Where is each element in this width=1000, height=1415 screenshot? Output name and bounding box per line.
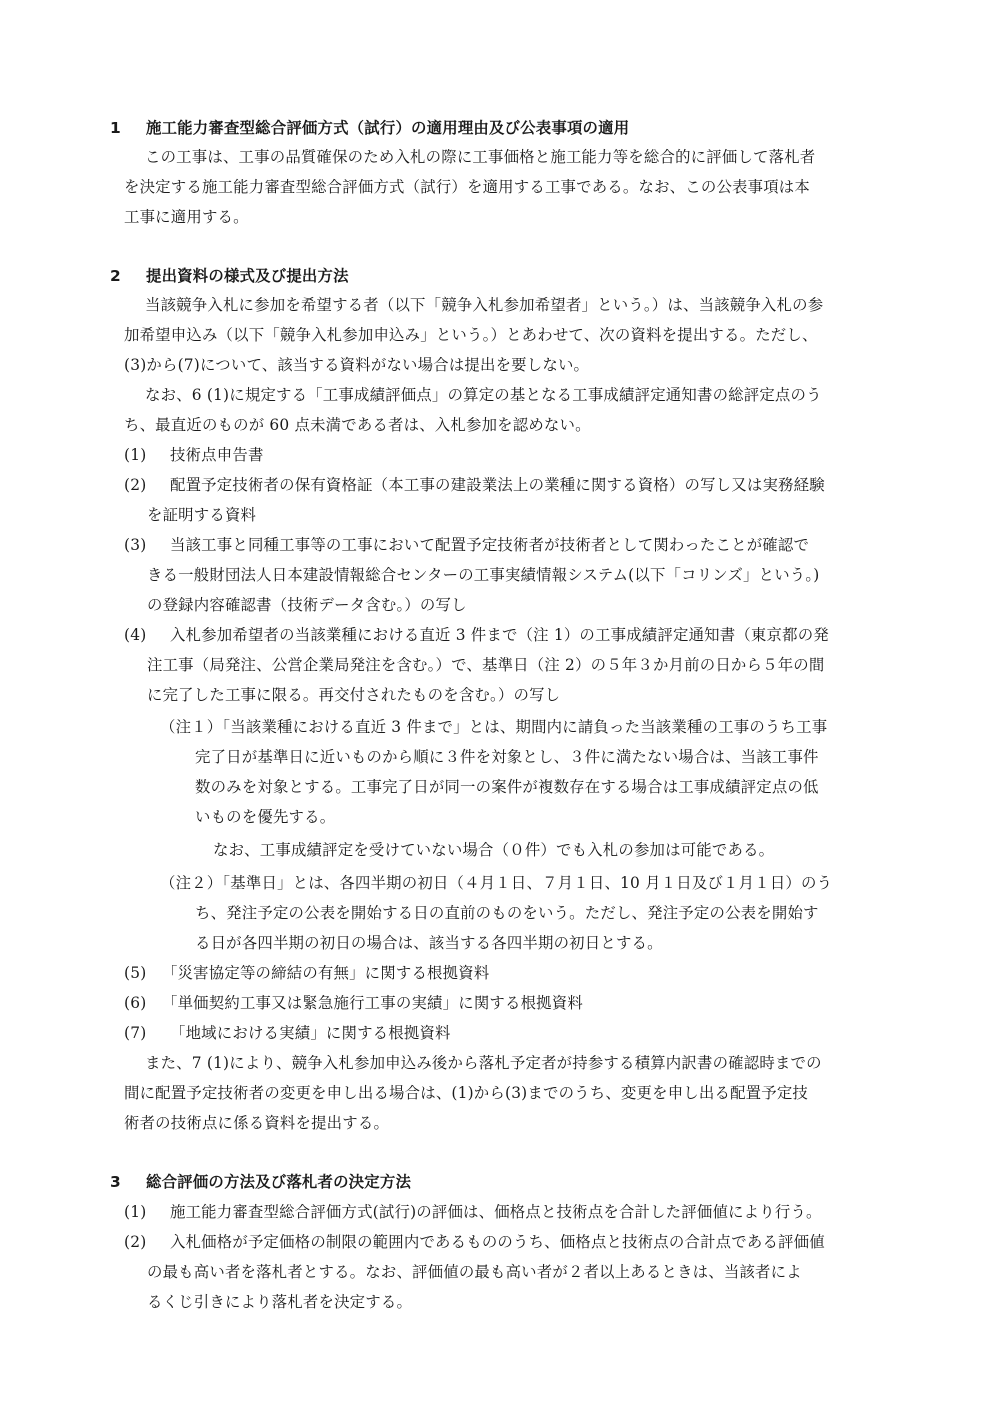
section-1-line: を決定する施工能力審査型総合評価方式（試行）を適用する工事である。なお、この公表事項は本: [124, 178, 810, 196]
list-item: [124, 535, 809, 555]
list-item-number: (3): [124, 536, 147, 554]
list-item-continuation: 注工事（局発注、公営企業局発注を含む。）で、基準日（注 2）の５年３か月前の日から５年の間: [147, 656, 825, 674]
list-item: [124, 993, 583, 1013]
list-item: [124, 1202, 822, 1222]
list-item-number: (4): [124, 626, 147, 644]
list-item: [124, 625, 829, 645]
list-item-number: (7): [124, 1024, 147, 1042]
list-item-number: (2): [124, 1233, 147, 1251]
section-1-heading: [110, 118, 629, 138]
note-label: （注１）: [160, 718, 223, 736]
list-item-text: 「単価契約工事又は緊急施行工事の実績」に関する根拠資料: [162, 994, 583, 1012]
list-item-text: 「地域における実績」に関する根拠資料: [170, 1024, 451, 1042]
section-2-closing-line: また、7 (1)により、競争入札参加申込み後から落札予定者が持参する積算内訳書の確認時までの: [145, 1054, 822, 1072]
list-item: [124, 445, 264, 465]
list-item-continuation: に完了した工事に限る。再交付されたものを含む。）の写し: [147, 686, 561, 704]
list-item-continuation: きる一般財団法人日本建設情報総合センターの工事実績情報システム(以下「コリンズ」という。): [147, 566, 820, 584]
list-item-text: 施工能力審査型総合評価方式(試行)の評価は、価格点と技術点を合計した評価値により行う。: [170, 1203, 822, 1221]
section-1-title: 施工能力審査型総合評価方式（試行）の適用理由及び公表事項の適用: [146, 119, 630, 137]
list-item-continuation: の登録内容確認書（技術データ含む。）の写し: [147, 596, 467, 614]
section-2-intro-line: ち、最直近のものが 60 点未満である者は、入札参加を認めない。: [124, 416, 591, 434]
list-item: [124, 1232, 825, 1252]
section-2-closing-line: 術者の技術点に係る資料を提出する。: [124, 1114, 390, 1132]
section-2-title: 提出資料の様式及び提出方法: [146, 267, 349, 285]
list-item-continuation: の最も高い者を落札者とする。なお、評価値の最も高い者が２者以上あるときは、当該者によ: [147, 1263, 802, 1281]
section-2-intro-line: (3)から(7)について、該当する資料がない場合は提出を要しない。: [124, 356, 590, 374]
list-item-number: (1): [124, 1203, 147, 1221]
list-item-continuation: を証明する資料: [147, 506, 257, 524]
list-item-number: (5): [124, 964, 147, 982]
section-2-intro-line: 当該競争入札に参加を希望する者（以下「競争入札参加希望者」という。）は、当該競争入札の参: [145, 296, 824, 314]
list-item: [124, 475, 825, 495]
note-2: [160, 873, 832, 893]
list-item-number: (6): [124, 994, 147, 1012]
note-1: [160, 717, 827, 737]
section-1-line: 工事に適用する。: [124, 208, 249, 226]
section-3-title: 総合評価の方法及び落札者の決定方法: [146, 1173, 412, 1191]
note-text: 「基準日」とは、各四半期の初日（４月１日、７月１日、10 月１日及び１月１日）のう: [222, 874, 833, 892]
section-2-intro-line: 加希望申込み（以下「競争入札参加申込み」という。）とあわせて、次の資料を提出する。ただし、: [124, 326, 818, 344]
note-text: 「当該業種における直近 3 件まで」とは、期間内に請負った当該業種の工事のうち工事: [222, 718, 828, 736]
list-item-number: (1): [124, 446, 147, 464]
list-item-text: 入札参加希望者の当該業種における直近 3 件まで（注 1）の工事成績評定通知書（東京都の発: [170, 626, 829, 644]
section-2-intro-line: なお、6 (1)に規定する「工事成績評価点」の算定の基となる工事成績評定通知書の総評定点のう: [145, 386, 822, 404]
list-item-number: (2): [124, 476, 147, 494]
note-continuation: ち、発注予定の公表を開始する日の直前のものをいう。ただし、発注予定の公表を開始す: [195, 904, 819, 922]
list-item-text: 技術点申告書: [170, 446, 264, 464]
section-2-heading: [110, 266, 349, 286]
list-item-text: 入札価格が予定価格の制限の範囲内であるもののうち、価格点と技術点の合計点である評価値: [170, 1233, 825, 1251]
list-item: [124, 963, 489, 983]
note-label: （注２）: [160, 874, 223, 892]
note-continuation: 数のみを対象とする。工事完了日が同一の案件が複数存在する場合は工事成績評定点の低: [195, 778, 819, 796]
section-2-number: 2: [110, 267, 121, 285]
list-item: [124, 1023, 451, 1043]
list-item-text: 「災害協定等の締結の有無」に関する根拠資料: [162, 964, 490, 982]
section-1-line: この工事は、工事の品質確保のため入札の際に工事価格と施工能力等を総合的に評価して落札者: [145, 148, 816, 166]
list-item-continuation: るくじ引きにより落札者を決定する。: [147, 1293, 413, 1311]
section-3-number: 3: [110, 1173, 121, 1191]
note-continuation: 完了日が基準日に近いものから順に３件を対象とし、３件に満たない場合は、当該工事件: [195, 748, 819, 766]
section-3-heading: [110, 1172, 411, 1192]
note-continuation: る日が各四半期の初日の場合は、該当する各四半期の初日とする。: [195, 934, 663, 952]
note-extra: なお、工事成績評定を受けていない場合（０件）でも入札の参加は可能である。: [213, 841, 775, 859]
section-1-number: 1: [110, 119, 121, 137]
list-item-text: 当該工事と同種工事等の工事において配置予定技術者が技術者として関わったことが確認で: [170, 536, 810, 554]
section-2-closing-line: 間に配置予定技術者の変更を申し出る場合は、(1)から(3)までのうち、変更を申し出る配置予定技: [124, 1084, 809, 1102]
note-continuation: いものを優先する。: [195, 808, 336, 826]
list-item-text: 配置予定技術者の保有資格証（本工事の建設業法上の業種に関する資格）の写し又は実務経験: [170, 476, 825, 494]
